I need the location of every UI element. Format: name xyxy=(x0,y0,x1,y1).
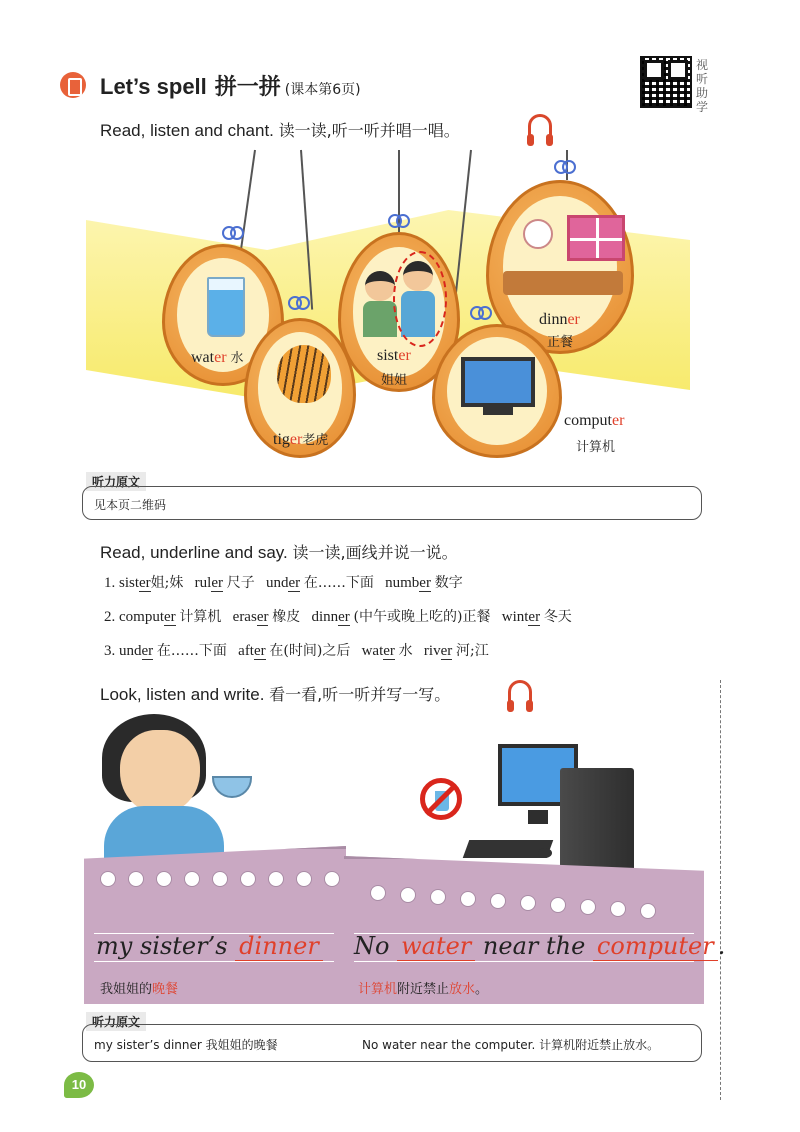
audio-script-box xyxy=(82,486,702,520)
instruction-write xyxy=(100,682,450,705)
instruction-underline xyxy=(100,540,458,563)
audio-script-line-2: No water near the computer. 计算机附近禁止放水。 xyxy=(362,1038,660,1052)
instruction-chant-en: Read, listen and chant. xyxy=(100,121,274,140)
card1-prefix: my sister’s xyxy=(96,932,228,960)
word-sister: sister xyxy=(377,347,411,364)
bowl-icon xyxy=(212,776,252,798)
no-water-sign-icon xyxy=(420,778,462,820)
card2-sentence: No water near the computer . xyxy=(354,932,726,960)
monitor-icon xyxy=(461,357,535,407)
exercise-line-1: 1. sister姐;妹 ruler 尺子 under 在……下面 number 数字 xyxy=(104,575,463,591)
word-computer: computer xyxy=(564,412,625,429)
word-water: water 水 xyxy=(191,349,244,366)
word-tiger: tiger老虎 xyxy=(273,431,329,448)
computer-tower-icon xyxy=(560,768,634,872)
bow-icon xyxy=(470,306,492,318)
title-en: Let’s spell xyxy=(100,74,207,99)
string xyxy=(239,150,256,259)
page-ref: (课本第6页) xyxy=(284,82,361,98)
girl-face xyxy=(120,730,200,814)
audio-script-tag: 听力原文 xyxy=(86,472,146,491)
audio-script-text: 见本页二维码 xyxy=(94,498,167,512)
instruction-underline-cn: 读一读,画线并说一说。 xyxy=(292,543,458,562)
margin-rule xyxy=(720,680,721,1100)
audio-script-line-1: my sister’s dinner 我姐姐的晚餐 xyxy=(94,1038,278,1052)
exercise-line-3: 3. under 在……下面 after 在(时间)之后 water 水 river 河;江 xyxy=(104,643,489,659)
mouse-icon xyxy=(538,848,552,858)
bow-icon xyxy=(554,160,576,172)
cn-dinner: 正餐 xyxy=(547,335,574,350)
card1-answer[interactable]: dinner xyxy=(235,932,323,961)
dinner-table xyxy=(503,271,623,295)
glass-icon xyxy=(207,277,245,337)
cn-sister: 姐姐 xyxy=(381,373,408,388)
section-title xyxy=(100,70,361,101)
qr-code-icon[interactable] xyxy=(640,56,692,108)
card2-answer2[interactable]: computer xyxy=(593,932,718,961)
card2-cn: 计算机附近禁止放水。 xyxy=(358,982,489,997)
monitor-stand xyxy=(528,810,548,824)
card2-prefix: No xyxy=(354,932,390,960)
instruction-chant xyxy=(100,118,460,141)
highlight-circle xyxy=(393,251,447,347)
instruction-underline-en: Read, underline and say. xyxy=(100,543,288,562)
qr-label: 视听助学 xyxy=(696,58,709,114)
clock-icon xyxy=(523,219,553,249)
girl-small-body xyxy=(363,301,397,337)
exercise-line-2: 2. computer 计算机 eraser 橡皮 dinner (中午或晚上吃的)正餐 winter 冬天 xyxy=(104,609,572,625)
title-cn: 拼一拼 xyxy=(214,75,281,100)
bow-icon xyxy=(288,296,310,308)
monitor-stand xyxy=(483,407,513,415)
bow-icon xyxy=(222,226,244,238)
headphone-icon[interactable] xyxy=(508,680,532,704)
bow-icon xyxy=(388,214,410,226)
instruction-write-cn: 看一看,听一听并写一写。 xyxy=(269,685,451,704)
cn-computer: 计算机 xyxy=(576,440,616,455)
instruction-chant-cn: 读一读,听一听并唱一唱。 xyxy=(278,121,460,140)
tiger-icon xyxy=(277,345,331,403)
instruction-write-en: Look, listen and write. xyxy=(100,685,265,704)
word-dinner: dinner xyxy=(539,311,580,328)
card1-cn: 我姐姐的晚餐 xyxy=(100,982,179,997)
card2-answer1[interactable]: water xyxy=(397,932,475,961)
pendant-computer xyxy=(432,324,562,458)
page-number: 10 xyxy=(64,1072,94,1098)
headphone-icon[interactable] xyxy=(528,114,552,138)
section-icon xyxy=(60,72,86,98)
girl-small-icon xyxy=(365,271,395,301)
card1-sentence xyxy=(96,932,323,960)
audio-script-tag: 听力原文 xyxy=(86,1012,146,1031)
card2-mid: near the xyxy=(482,932,586,960)
window-icon xyxy=(567,215,625,261)
